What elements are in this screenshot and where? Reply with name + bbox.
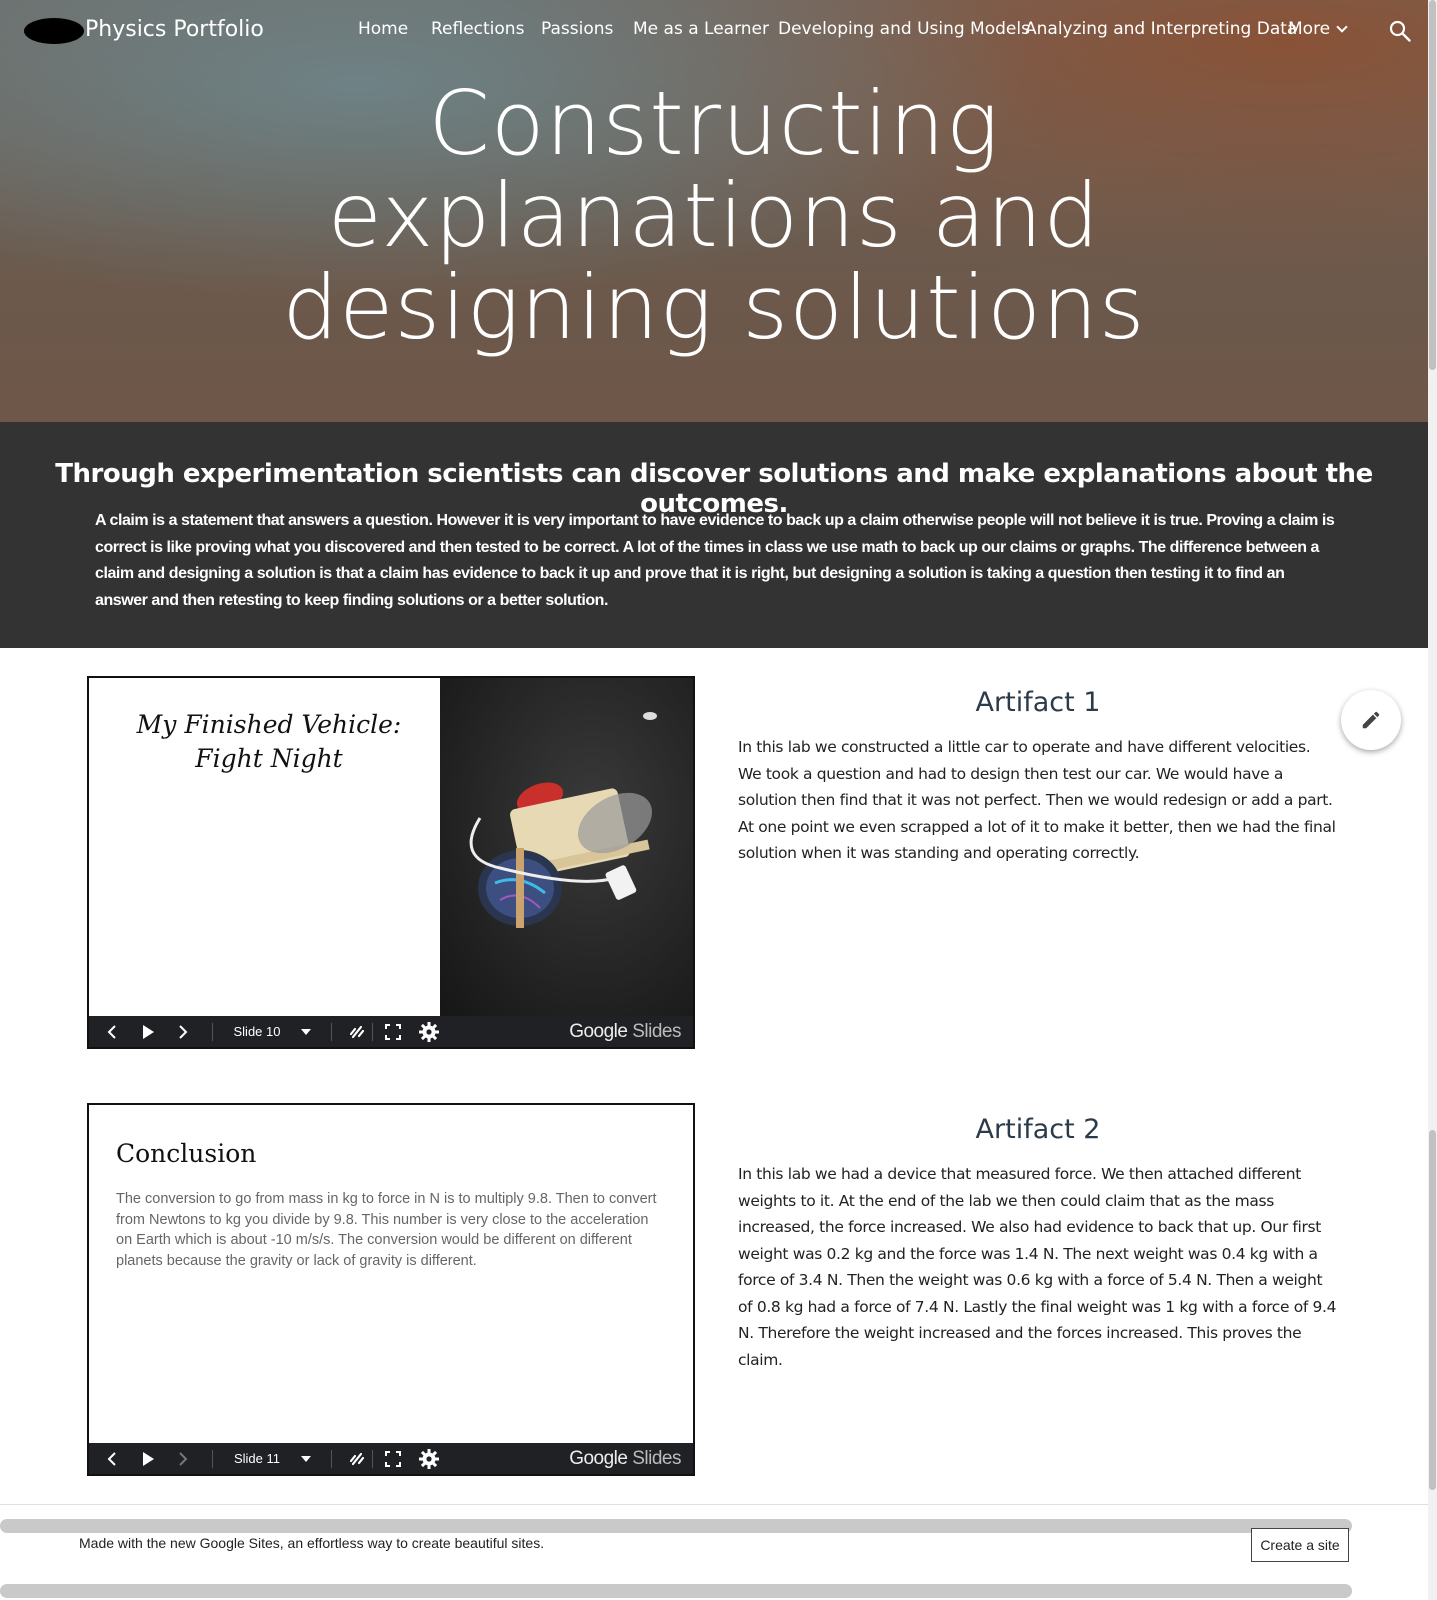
footer-text: Made with the new Google Sites, an effortless way to create beautiful sites.: [79, 1535, 545, 1551]
next-slide-button[interactable]: [172, 1016, 194, 1047]
pencil-icon: [1360, 709, 1382, 731]
slide-number: Slide 10: [233, 1024, 281, 1039]
link-icon: [349, 1023, 365, 1041]
footer-divider: [0, 1504, 1428, 1505]
slides-embed-1[interactable]: [87, 676, 695, 1049]
hero-banner: [0, 0, 1428, 422]
caret-down-icon: [301, 1456, 311, 1462]
google-slides-logo[interactable]: [569, 1021, 681, 1043]
horizontal-scrollbar[interactable]: [0, 1519, 1352, 1533]
fullscreen-button[interactable]: [381, 1016, 405, 1047]
slides-toolbar: [89, 1443, 693, 1474]
play-icon: [142, 1452, 154, 1466]
slides-wordmark: Slides: [632, 1448, 681, 1469]
page-title: [0, 72, 1428, 359]
chevron-down-icon: [1336, 21, 1347, 32]
toolbar-divider: [372, 1450, 373, 1468]
artifact-1-title: Artifact 1: [975, 687, 1101, 718]
caret-down-icon: [301, 1029, 311, 1035]
site-title[interactable]: Physics Portfolio: [85, 17, 264, 42]
nav-item-developing-models[interactable]: Developing and Using Models: [778, 19, 1030, 39]
play-button[interactable]: [137, 1443, 159, 1474]
play-button[interactable]: [137, 1016, 159, 1047]
vehicle-photo: [440, 678, 693, 1016]
settings-button[interactable]: [417, 1016, 441, 1047]
fullscreen-button[interactable]: [381, 1443, 405, 1474]
gear-icon: [419, 1022, 439, 1042]
toolbar-divider: [331, 1023, 332, 1041]
chevron-left-icon: [107, 1025, 117, 1039]
nav-item-passions[interactable]: Passions: [541, 19, 614, 39]
slide-canvas: [89, 1105, 693, 1443]
google-wordmark: Google: [569, 1448, 628, 1469]
artifact-2-title: Artifact 2: [975, 1114, 1101, 1145]
page-title-line-3: designing solutions: [282, 256, 1146, 359]
play-icon: [142, 1025, 154, 1039]
edit-button[interactable]: [1341, 690, 1401, 750]
intro-body: A claim is a statement that answers a question. However it is very important to have evidence to back up a claim otherwise people will not believe it is true. Proving a claim is correct is like proving what you discovered and then tested to be correct. A lot of the times in class we use math to back up our claims or graphs. The difference between a claim and designing a solution is that a claim has evidence to back it up and prove that it is right, but designing a solution is taking a question then testing it to find an answer and then retesting to keep finding solutions or a better solution.: [95, 512, 1335, 609]
slide-select-dropdown[interactable]: [295, 1443, 317, 1474]
toolbar-divider: [372, 1023, 373, 1041]
artifact-1-body: In this lab we constructed a little car to operate and have different velocities. We took a question and had to design then test our car. We would have a solution then find that it was not perfect. Then we would redesign or add a part. At one point we even scrapped a lot of it to make it better, then we had the final solution when it was standing and operating correctly.: [738, 738, 1336, 862]
chevron-left-icon: [107, 1452, 117, 1466]
vertical-scrollbar-thumb[interactable]: [1429, 0, 1436, 370]
fullscreen-icon: [385, 1024, 401, 1040]
nav-item-more[interactable]: [1288, 19, 1346, 39]
link-button[interactable]: [346, 1016, 368, 1047]
toolbar-divider: [331, 1450, 332, 1468]
nav-items: [0, 19, 1428, 43]
nav-item-home[interactable]: Home: [358, 19, 409, 39]
google-wordmark: Google: [569, 1021, 628, 1042]
toolbar-divider: [212, 1450, 213, 1468]
top-nav: [0, 0, 1428, 60]
prev-slide-button[interactable]: [101, 1443, 123, 1474]
nav-item-reflections[interactable]: Reflections: [431, 19, 525, 39]
link-button[interactable]: [346, 1443, 368, 1474]
settings-button[interactable]: [417, 1443, 441, 1474]
create-site-button[interactable]: Create a site: [1251, 1528, 1349, 1562]
link-icon: [349, 1450, 365, 1468]
slide-title: My Finished Vehicle: Fight Night: [136, 710, 402, 773]
fullscreen-icon: [385, 1451, 401, 1467]
artifact-2-body: In this lab we had a device that measured force. We then attached different weights to it. At the end of the lab we then could claim that as the mass increased, the force increased. We also had evidence to back that up. Our first weight was 0.2 kg and the force was 1.4 N. The next weight was 0.4 kg with a force of 3.4 N. Then the weight was 0.6 kg with a force of 5.4 N. Then a weight of 0.8 kg had a force of 7.4 N. Lastly the final weight was 1 kg with a force of 9.4 N. Therefore the weight increased and the forces increased. This proves the claim.: [738, 1165, 1337, 1369]
toolbar-divider: [212, 1023, 213, 1041]
horizontal-scrollbar-bottom[interactable]: [0, 1584, 1352, 1598]
nav-item-me-as-a-learner[interactable]: Me as a Learner: [633, 19, 769, 39]
vehicle-illustration: [440, 678, 693, 1016]
gear-icon: [419, 1449, 439, 1469]
next-slide-button[interactable]: [172, 1443, 194, 1474]
page-title-line-1: Constructing: [428, 72, 1000, 175]
vertical-scrollbar-thumb-lower[interactable]: [1429, 1130, 1436, 1490]
slides-toolbar: [89, 1016, 693, 1047]
slide-canvas: [89, 678, 693, 1016]
nav-item-more-label: More: [1288, 19, 1331, 39]
slide-title: Conclusion: [116, 1139, 257, 1168]
page-title-line-2: explanations and: [327, 164, 1101, 267]
slide-body: The conversion to go from mass in kg to force in N is to multiply 9.8. Then to convert from Newtons to kg you divide by 9.8. This number is very close to the acceleration on Earth which is about -10 m/s/s. The conversion would be different on different planets because the gravity or lack of gravity is different.: [116, 1191, 657, 1269]
nav-item-analyzing-data[interactable]: Analyzing and Interpreting Data: [1025, 19, 1298, 39]
intro-heading: Through experimentation scientists can discover solutions and make explanations about the outcomes.: [55, 459, 1373, 519]
google-slides-logo[interactable]: [569, 1448, 681, 1470]
slide-number: Slide 11: [233, 1451, 280, 1466]
chevron-right-icon: [178, 1452, 188, 1466]
search-icon[interactable]: [1388, 19, 1412, 43]
slides-embed-2[interactable]: [87, 1103, 695, 1476]
chevron-right-icon: [178, 1025, 188, 1039]
intro-section: [0, 422, 1428, 648]
prev-slide-button[interactable]: [101, 1016, 123, 1047]
slides-wordmark: Slides: [632, 1021, 681, 1042]
slide-select-dropdown[interactable]: [295, 1016, 317, 1047]
